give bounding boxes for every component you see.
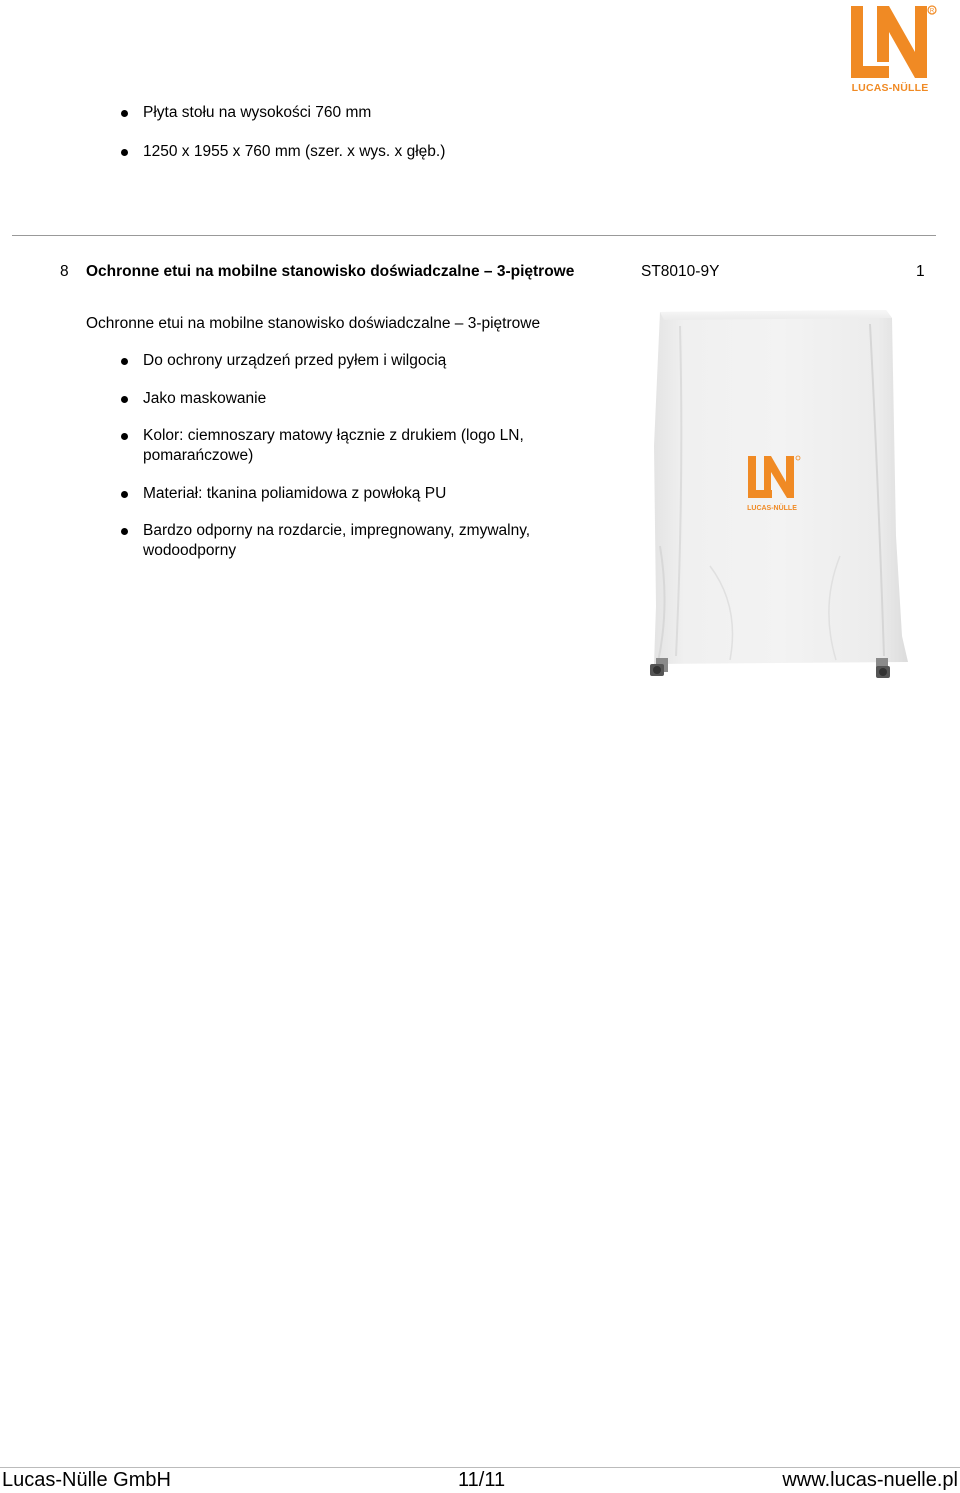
- item-description-title: Ochronne etui na mobilne stanowisko doświadczalne – 3-piętrowe: [86, 315, 541, 332]
- footer-company: Lucas-Nülle GmbH: [2, 1469, 171, 1491]
- list-item: [143, 142, 445, 162]
- footer-website-link[interactable]: www.lucas-nuelle.pl: [782, 1469, 958, 1491]
- bullet-icon: [121, 396, 128, 403]
- list-item-text: Bardzo odporny na rozdarcie, impregnowany, zmywalny, wodoodporny: [143, 522, 531, 559]
- list-item: [143, 484, 446, 504]
- section-divider: [12, 235, 936, 236]
- protective-cover-image: [640, 306, 920, 696]
- list-item-text: 1250 x 1955 x 760 mm (szer. x wys. x głęb.): [143, 143, 446, 160]
- bullet-icon: [121, 491, 128, 498]
- cover-print-text: LUCAS-NÜLLE: [747, 505, 797, 512]
- list-item: [143, 389, 266, 409]
- item-title: Ochronne etui na mobilne stanowisko doświadczalne – 3-piętrowe: [86, 263, 575, 280]
- bullet-icon: [121, 149, 128, 156]
- list-item-text: Płyta stołu na wysokości 760 mm: [143, 104, 372, 121]
- product-image: [640, 306, 920, 696]
- item-code: ST8010-9Y: [641, 263, 720, 280]
- ln-logo-icon: [843, 4, 937, 82]
- footer-divider: [0, 1467, 960, 1468]
- logo-wordmark: LUCAS-NÜLLE: [851, 82, 929, 94]
- svg-text:R: R: [929, 8, 935, 15]
- list-item-text: Jako maskowanie: [143, 390, 267, 407]
- list-item: [143, 521, 603, 561]
- list-item: [143, 351, 446, 371]
- bullet-icon: [121, 528, 128, 535]
- item-quantity: 1: [916, 263, 925, 280]
- bullet-icon: [121, 110, 128, 117]
- footer-page-number: 11/11: [458, 1469, 506, 1491]
- bullet-icon: [121, 358, 128, 365]
- list-item-text: Do ochrony urządzeń przed pyłem i wilgocią: [143, 352, 447, 369]
- list-item: [143, 426, 603, 466]
- bullet-icon: [121, 433, 128, 440]
- list-item: [143, 103, 371, 123]
- list-item-text: Kolor: ciemnoszary matowy łącznie z drukiem (logo LN, pomarańczowe): [143, 427, 524, 464]
- lucas-nuelle-logo: [843, 4, 937, 94]
- item-number: 8: [60, 263, 69, 280]
- list-item-text: Materiał: tkanina poliamidowa z powłoką PU: [143, 485, 447, 502]
